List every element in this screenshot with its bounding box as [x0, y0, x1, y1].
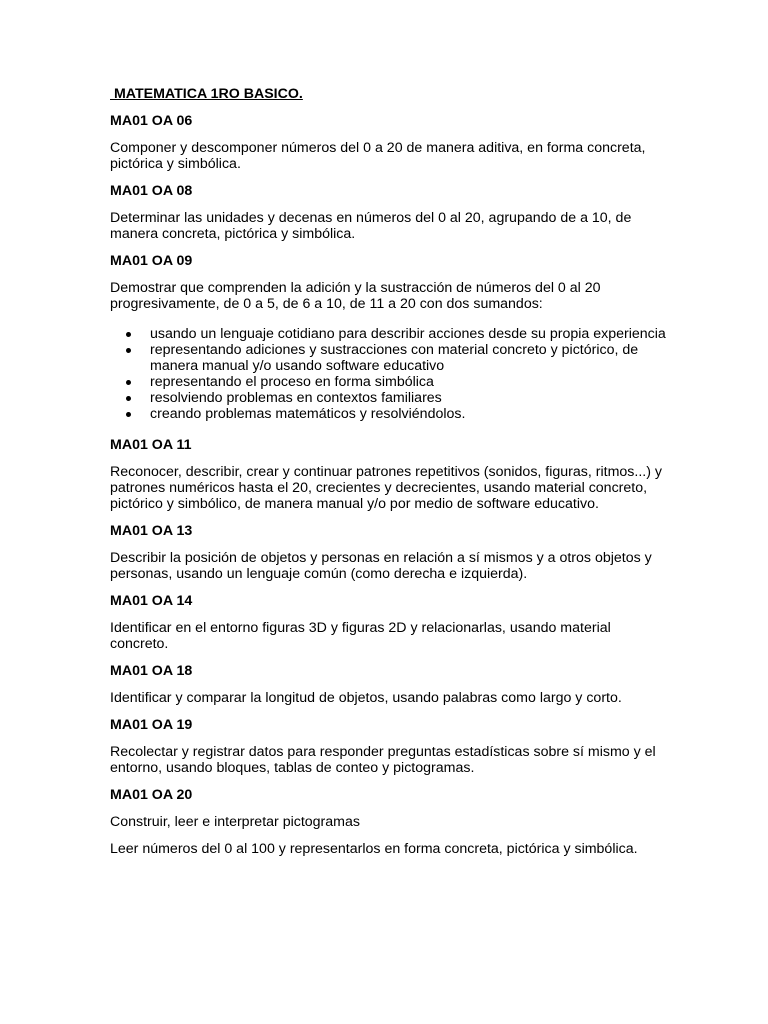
bullet-icon — [126, 412, 131, 417]
list-item-text: resolviendo problemas en contextos familiares — [150, 390, 442, 406]
document-title: MATEMATICA 1RO BASICO. — [110, 86, 303, 102]
list-item — [150, 406, 670, 422]
section-text: Construir, leer e interpretar pictogramas — [110, 814, 360, 830]
section-extra-text: Leer números del 0 al 100 y representarlos en forma concreta, pictórica y simbólica. — [110, 841, 638, 857]
bullet-icon — [126, 380, 131, 385]
list-item-text: representando adiciones y sustracciones con material concreto y pictórico, de manera manual y/o usando software educativo — [150, 342, 639, 374]
section-text: Reconocer, describir, crear y continuar patrones repetitivos (sonidos, figuras, ritmos...) y patrones numéricos hasta el 20, crecientes y decrecientes, usando material concreto, pictórico y simbólico, de manera manual y/o por medio de software educativo. — [110, 464, 662, 512]
section-code: MA01 OA 11 — [110, 437, 192, 453]
section-code: MA01 OA 20 — [110, 787, 193, 803]
section-code: MA01 OA 14 — [110, 593, 193, 609]
section-code: MA01 OA 06 — [110, 113, 193, 129]
section-code: MA01 OA 09 — [110, 253, 193, 269]
list-item — [150, 326, 670, 342]
section-text: Identificar y comparar la longitud de objetos, usando palabras como largo y corto. — [110, 690, 622, 706]
section-text: Describir la posición de objetos y personas en relación a sí mismos y a otros objetos y personas, usando un lenguaje común (como derecha e izquierda). — [110, 550, 652, 582]
list-item — [150, 374, 670, 390]
bullet-list — [110, 326, 670, 422]
section-text: Demostrar que comprenden la adición y la sustracción de números del 0 al 20 progresivamente, de 0 a 5, de 6 a 10, de 11 a 20 con dos sumandos: — [110, 280, 601, 312]
section-text: Recolectar y registrar datos para responder preguntas estadísticas sobre sí mismo y el entorno, usando bloques, tablas de conteo y pictogramas. — [110, 744, 656, 776]
document-page — [110, 86, 670, 868]
section-text: Componer y descomponer números del 0 a 20 de manera aditiva, en forma concreta, pictórica y simbólica. — [110, 140, 646, 172]
list-item-text: usando un lenguaje cotidiano para describir acciones desde su propia experiencia — [150, 326, 666, 342]
list-item — [150, 390, 670, 406]
section-code: MA01 OA 13 — [110, 523, 193, 539]
list-item-text: creando problemas matemáticos y resolviéndolos. — [150, 406, 466, 422]
section-code: MA01 OA 18 — [110, 663, 193, 679]
section-code: MA01 OA 19 — [110, 717, 193, 733]
section-text: Identificar en el entorno figuras 3D y figuras 2D y relacionarlas, usando material concreto. — [110, 620, 611, 652]
section-code: MA01 OA 08 — [110, 183, 193, 199]
bullet-icon — [126, 348, 131, 353]
section-text: Determinar las unidades y decenas en números del 0 al 20, agrupando de a 10, de manera concreta, pictórica y simbólica. — [110, 210, 632, 242]
bullet-icon — [126, 332, 131, 337]
bullet-icon — [126, 396, 131, 401]
list-item — [150, 342, 670, 374]
list-item-text: representando el proceso en forma simbólica — [150, 374, 434, 390]
